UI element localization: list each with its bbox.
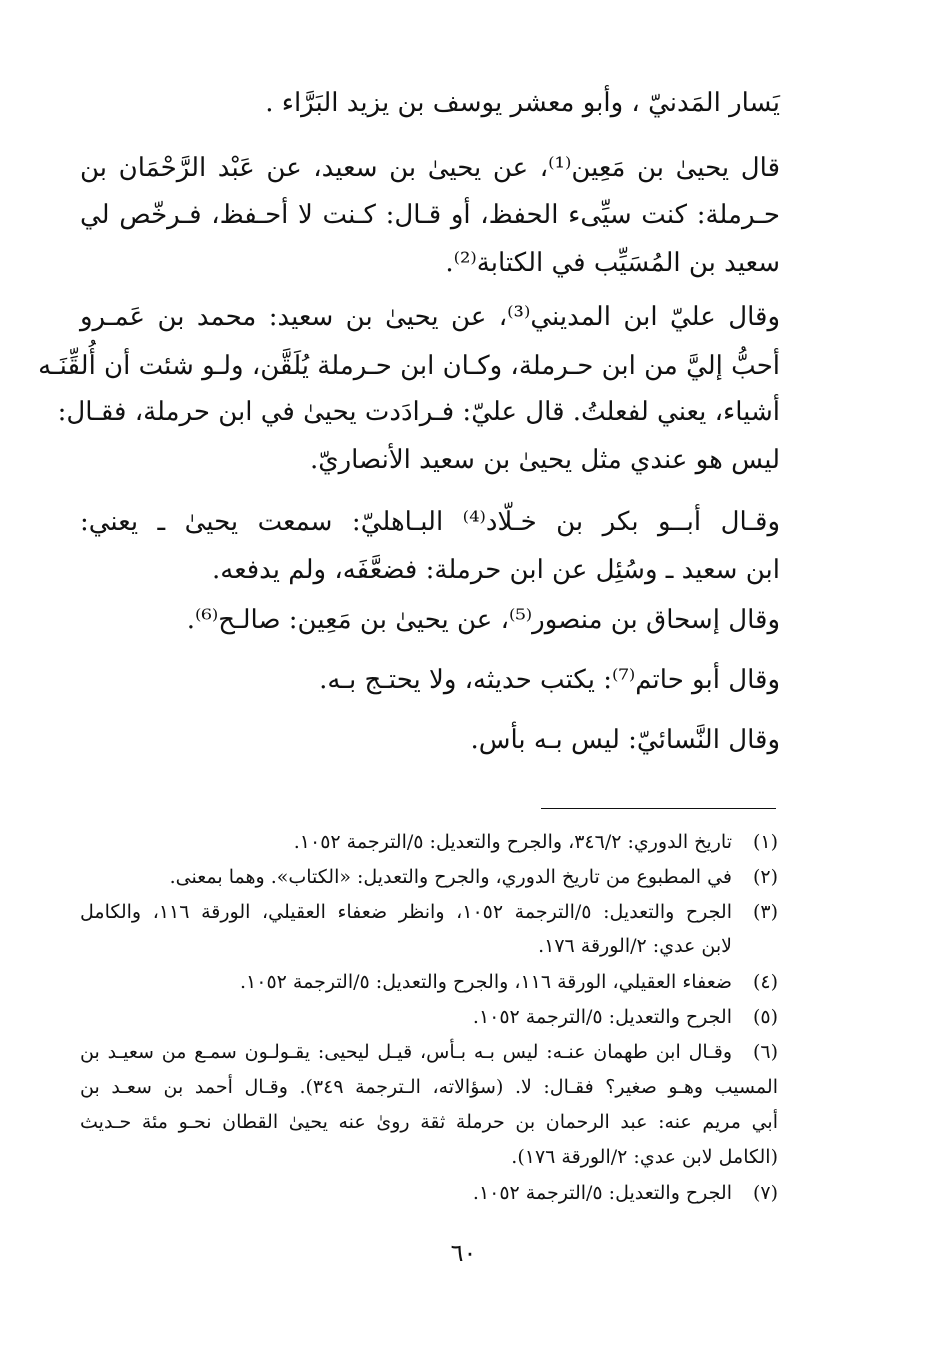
footnote-number: (٤) (752, 971, 778, 993)
body-line: حـرملة: كنت سيِّىء الحفظ، أو قـال: كـنت لا أحـفظ، فـرخّص لي (80, 200, 780, 230)
body-line: وقال أبو حاتم⁽⁷⁾: يكتب حديثه، ولا يحتـج بـه. (319, 665, 780, 695)
footnote-separator (541, 808, 776, 809)
footnote-text: تاريخ الدوري: ٣٤٦/٢، والجرح والتعديل: ٥/الترجمة ١٠٥٢. (293, 831, 732, 853)
body-line: وقال إسحاق بن منصور⁽⁵⁾، عن يحيىٰ بن مَعِين: صالـح⁽⁶⁾. (186, 605, 780, 635)
body-line: أشياء، يعني لفعلتُ. قال عليّ: فـرادَدت يحيىٰ في ابن حرملة، فقـال: (57, 397, 780, 427)
footnote-number: (٢) (752, 866, 778, 888)
body-line: وقال عليّ ابن المديني⁽³⁾، عن يحيىٰ بن سعيد: محمد بن عَمـرو (80, 302, 780, 332)
footnote-number: (٣) (752, 901, 778, 923)
footnote-text: في المطبوع من تاريخ الدوري، والجرح والتعديل: «الكتاب». وهما بمعنى. (169, 866, 732, 888)
footnote-text: (الكامل لابن عدي: ٢/الورقة ١٧٦). (511, 1146, 778, 1168)
footnote-text: وقـال ابن طهمان عنـه: ليس بـه بـأس، قيـل ليحيى: يقـولـون سمـع من سعيـد بن (80, 1041, 732, 1063)
footnote-number: (٦) (752, 1041, 778, 1063)
footnote-number: (٧) (752, 1182, 778, 1204)
footnote-text: ضعفاء العقيلي، الورقة ١١٦، والجرح والتعديل: ٥/الترجمة ١٠٥٢. (240, 971, 732, 993)
body-line: قال يحيىٰ بن مَعِين⁽¹⁾، عن يحيىٰ بن سعيد، عن عَبْد الرَّحْمَان بن (80, 153, 780, 183)
body-line: ليس هو عندي مثل يحيىٰ بن سعيد الأنصاريّ. (309, 445, 780, 475)
footnote-text: أبي مريم عنه: عبد الرحمان بن حرملة ثقة روىٰ عنه يحيىٰ القطان نحـو مئة حـديث (80, 1111, 778, 1133)
footnote-text: المسيب وهـو صغير؟ فقـال: لا. (سؤالاته، الـترجمة ٣٤٩). وقـال أحمد بن سعـد بن (80, 1076, 778, 1098)
footnote-text: الجرح والتعديل: ٥/الترجمة ١٠٥٢. (472, 1182, 732, 1204)
body-line: سعيد بن المُسَيِّب في الكتابة⁽²⁾. (445, 248, 780, 278)
body-line: يَسار المَدنيّ ، وأبو معشر يوسف بن يزيد البَرَّاء . (265, 88, 780, 118)
footnote-text: الجرح والتعديل: ٥/الترجمة ١٠٥٢، وانظر ضعفاء العقيلي، الورقة ١١٦، والكامل (80, 901, 733, 923)
body-line: وقـال أبــو بكر بن خـلّاد⁽⁴⁾ البـاهليّ: سمعت يحيىٰ ـ يعني: (80, 507, 781, 537)
page-number: ٦٠ (450, 1239, 477, 1267)
body-line: أحبُّ إليَّ من ابن حـرملة، وكـان ابن حـرملة يُلَقَّن، ولـو شئت أن أُلقِّنَـه (38, 351, 780, 381)
body-line: وقال النَّسائيّ: ليس بـه بأس. (470, 725, 780, 755)
footnote-text: لابن عدي: ٢/الورقة ١٧٦. (538, 935, 732, 957)
body-line: ابن سعيد ـ وسُئِل عن ابن حرملة: فضعَّفَه، ولم يدفعه. (211, 555, 780, 585)
footnote-number: (٥) (752, 1006, 778, 1028)
footnote-text: الجرح والتعديل: ٥/الترجمة ١٠٥٢. (472, 1006, 732, 1028)
footnote-number: (١) (752, 831, 778, 853)
